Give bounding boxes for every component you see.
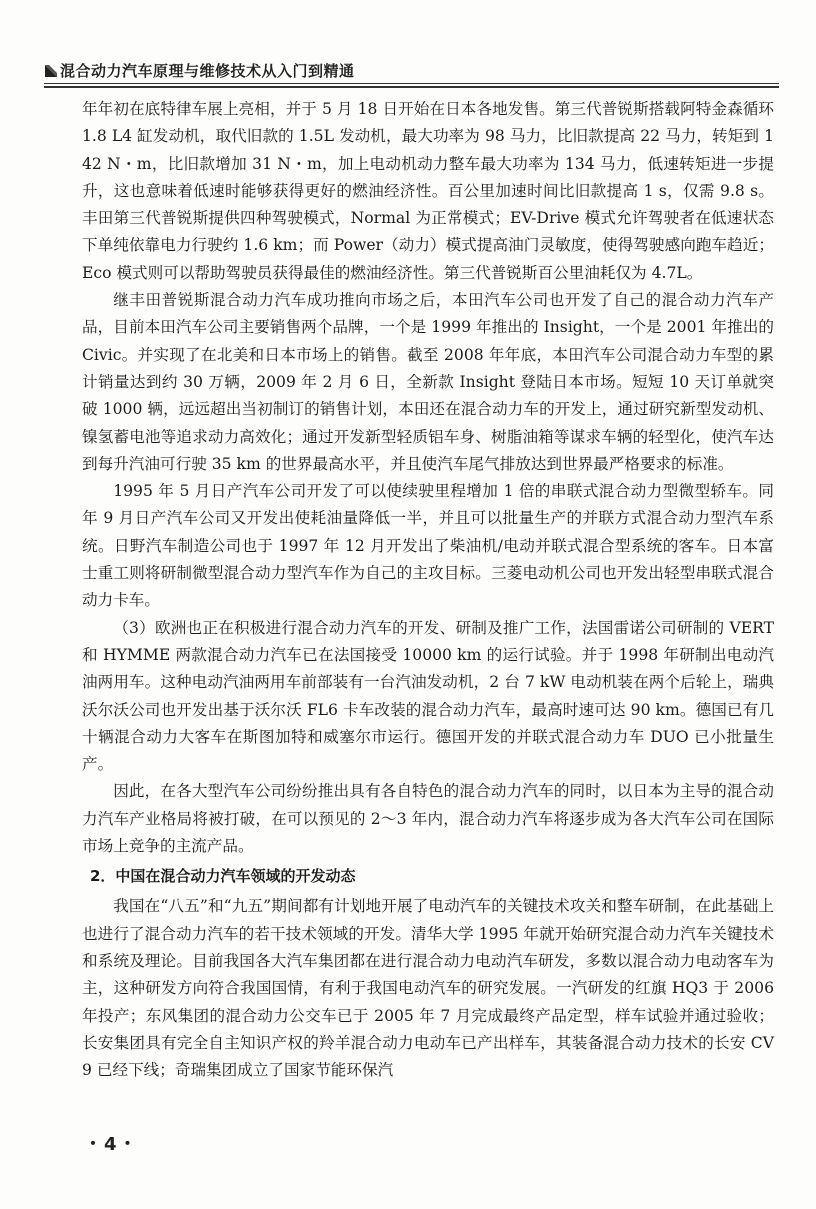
paragraph-prius-continued: 年年初在底特律车展上亮相，并于 5 月 18 日开始在日本各地发售。第三代普锐斯搭载阿特金森循环 1.8 L4 缸发动机，取代旧款的 1.5L 发动机，最大功率为 98 马力，比旧款提高 22 马力，转矩到 142 N・m，比旧款增加 31 N・m，加上电动机动力整车最大功率为 134 马力，低速转矩进一步提升，这也意味着低速时能够获得更好的燃油经济性。百公里加速时间比旧款提高 1 s，仅需 9.8 s。丰田第三代普锐斯提供四种驾驶模式，Normal 为正常模式；EV-Drive 模式允许驾驶者在低速状态下单纯依靠电力行驶约 1.6 km；而 Power（动力）模式提高油门灵敏度，使得驾驶感向跑车趋近；Eco 模式则可以帮助驾驶员获得最佳的燃油经济性。第三代普锐斯百公里油耗仅为 4.7L。 — [82, 100, 774, 282]
paragraph-nissan: 1995 年 5 月日产汽车公司开发了可以使续驶里程增加 1 倍的串联式混合动力型微型轿车。同年 9 月日产汽车公司又开发出使耗油量降低一半，并且可以批量生产的并联方式混合动力型汽车系统。日野汽车制造公司也于 1997 年 12 月开发出了柴油机/电动并联式混合型系统的客车。日本富士重工则将研制微型混合动力型汽车作为自己的主攻目标。三菱电动机公司也开发出轻型串联式混合动力卡车。 — [82, 482, 774, 610]
page-number: ・4・ — [84, 1134, 139, 1155]
paragraph-china: 我国在“八五”和“九五”期间都有计划地开展了电动汽车的关键技术攻关和整车研制，在此基础上也进行了混合动力汽车的若干技术领域的开发。清华大学 1995 年就开始研究混合动力汽车关键技术和系统及理论。目前我国各大汽车集团都在进行混合动力电动汽车研发，多数以混合动力电动客车为主，这种研发方向符合我国国情，有利于我国电动汽车的研究发展。一汽研发的红旗 HQ3 于 2006 年投产；东风集团的混合动力公交车已于 2005 年 7 月完成最终产品定型，样车试验并通过验收；长安集团具有完全自主知识产权的羚羊混合动力电动车已产出样车，其装备混合动力技术的长安 CV9 已经下线；奇瑞集团成立了国家节能环保汽 — [82, 897, 774, 1080]
paragraph-europe: （3）欧洲也正在积极进行混合动力汽车的开发、研制及推广工作，法国雷诺公司研制的 VERT 和 HYMME 两款混合动力汽车已在法国接受 10000 km 的运行试验。并于 1998 年研制出电动汽油两用车。这种电动汽油两用车前部装有一台汽油发动机，2 台 7 kW 电动机装在两个后轮上，瑞典沃尔沃公司也开发出基于沃尔沃 FL6 卡车改装的混合动力汽车，最高时速可达 90 km。德国已有几十辆混合动力大客车在斯图加特和威塞尔市运行。德国开发的并联式混合动力车 DUO 已小批量生产。 — [82, 618, 774, 774]
section-heading: 2．中国在混合动力汽车领域的开发动态 — [90, 867, 356, 886]
paragraph-honda: 继丰田普锐斯混合动力汽车成功推向市场之后，本田汽车公司也开发了自己的混合动力汽车产品，目前本田汽车公司主要销售两个品牌，一个是 1999 年推出的 Insight，一个是 2001 年推出的 Civic。并实现了在北美和日本市场上的销售。截至 2008 年年底，本田汽车公司混合动力车型的累计销量达到约 30 万辆，2009 年 2 月 6 日，全新款 Insight 登陆日本市场。短短 10 天订单就突破 1000 辆，远远超出当初制订的销售计划，本田还在混合动力车的开发上，通过研究新型发动机、镍氢蓄电池等追求动力高效化；通过开发新型轻质铝车身、树脂油箱等谋求车辆的轻型化，使汽车达到每升汽油可行驶 35 km 的世界最高水平，并且使汽车尾气排放达到世界最严格要求的标准。 — [82, 291, 774, 473]
arrow-corner-icon — [44, 64, 58, 78]
header-rule — [44, 83, 779, 84]
header-rule-thick — [44, 86, 779, 88]
body-text — [82, 96, 774, 1084]
book-title: 混合动力汽车原理与维修技术从入门到精通 — [60, 62, 355, 80]
running-header — [44, 62, 779, 90]
paragraph-conclusion: 因此，在各大型汽车公司纷纷推出具有各自特色的混合动力汽车的同时，以日本为主导的混合动力汽车产业格局将被打破，在可以预见的 2～3 年内，混合动力汽车将逐步成为各大汽车公司在国际市场上竞争的主流产品。 — [82, 782, 774, 856]
